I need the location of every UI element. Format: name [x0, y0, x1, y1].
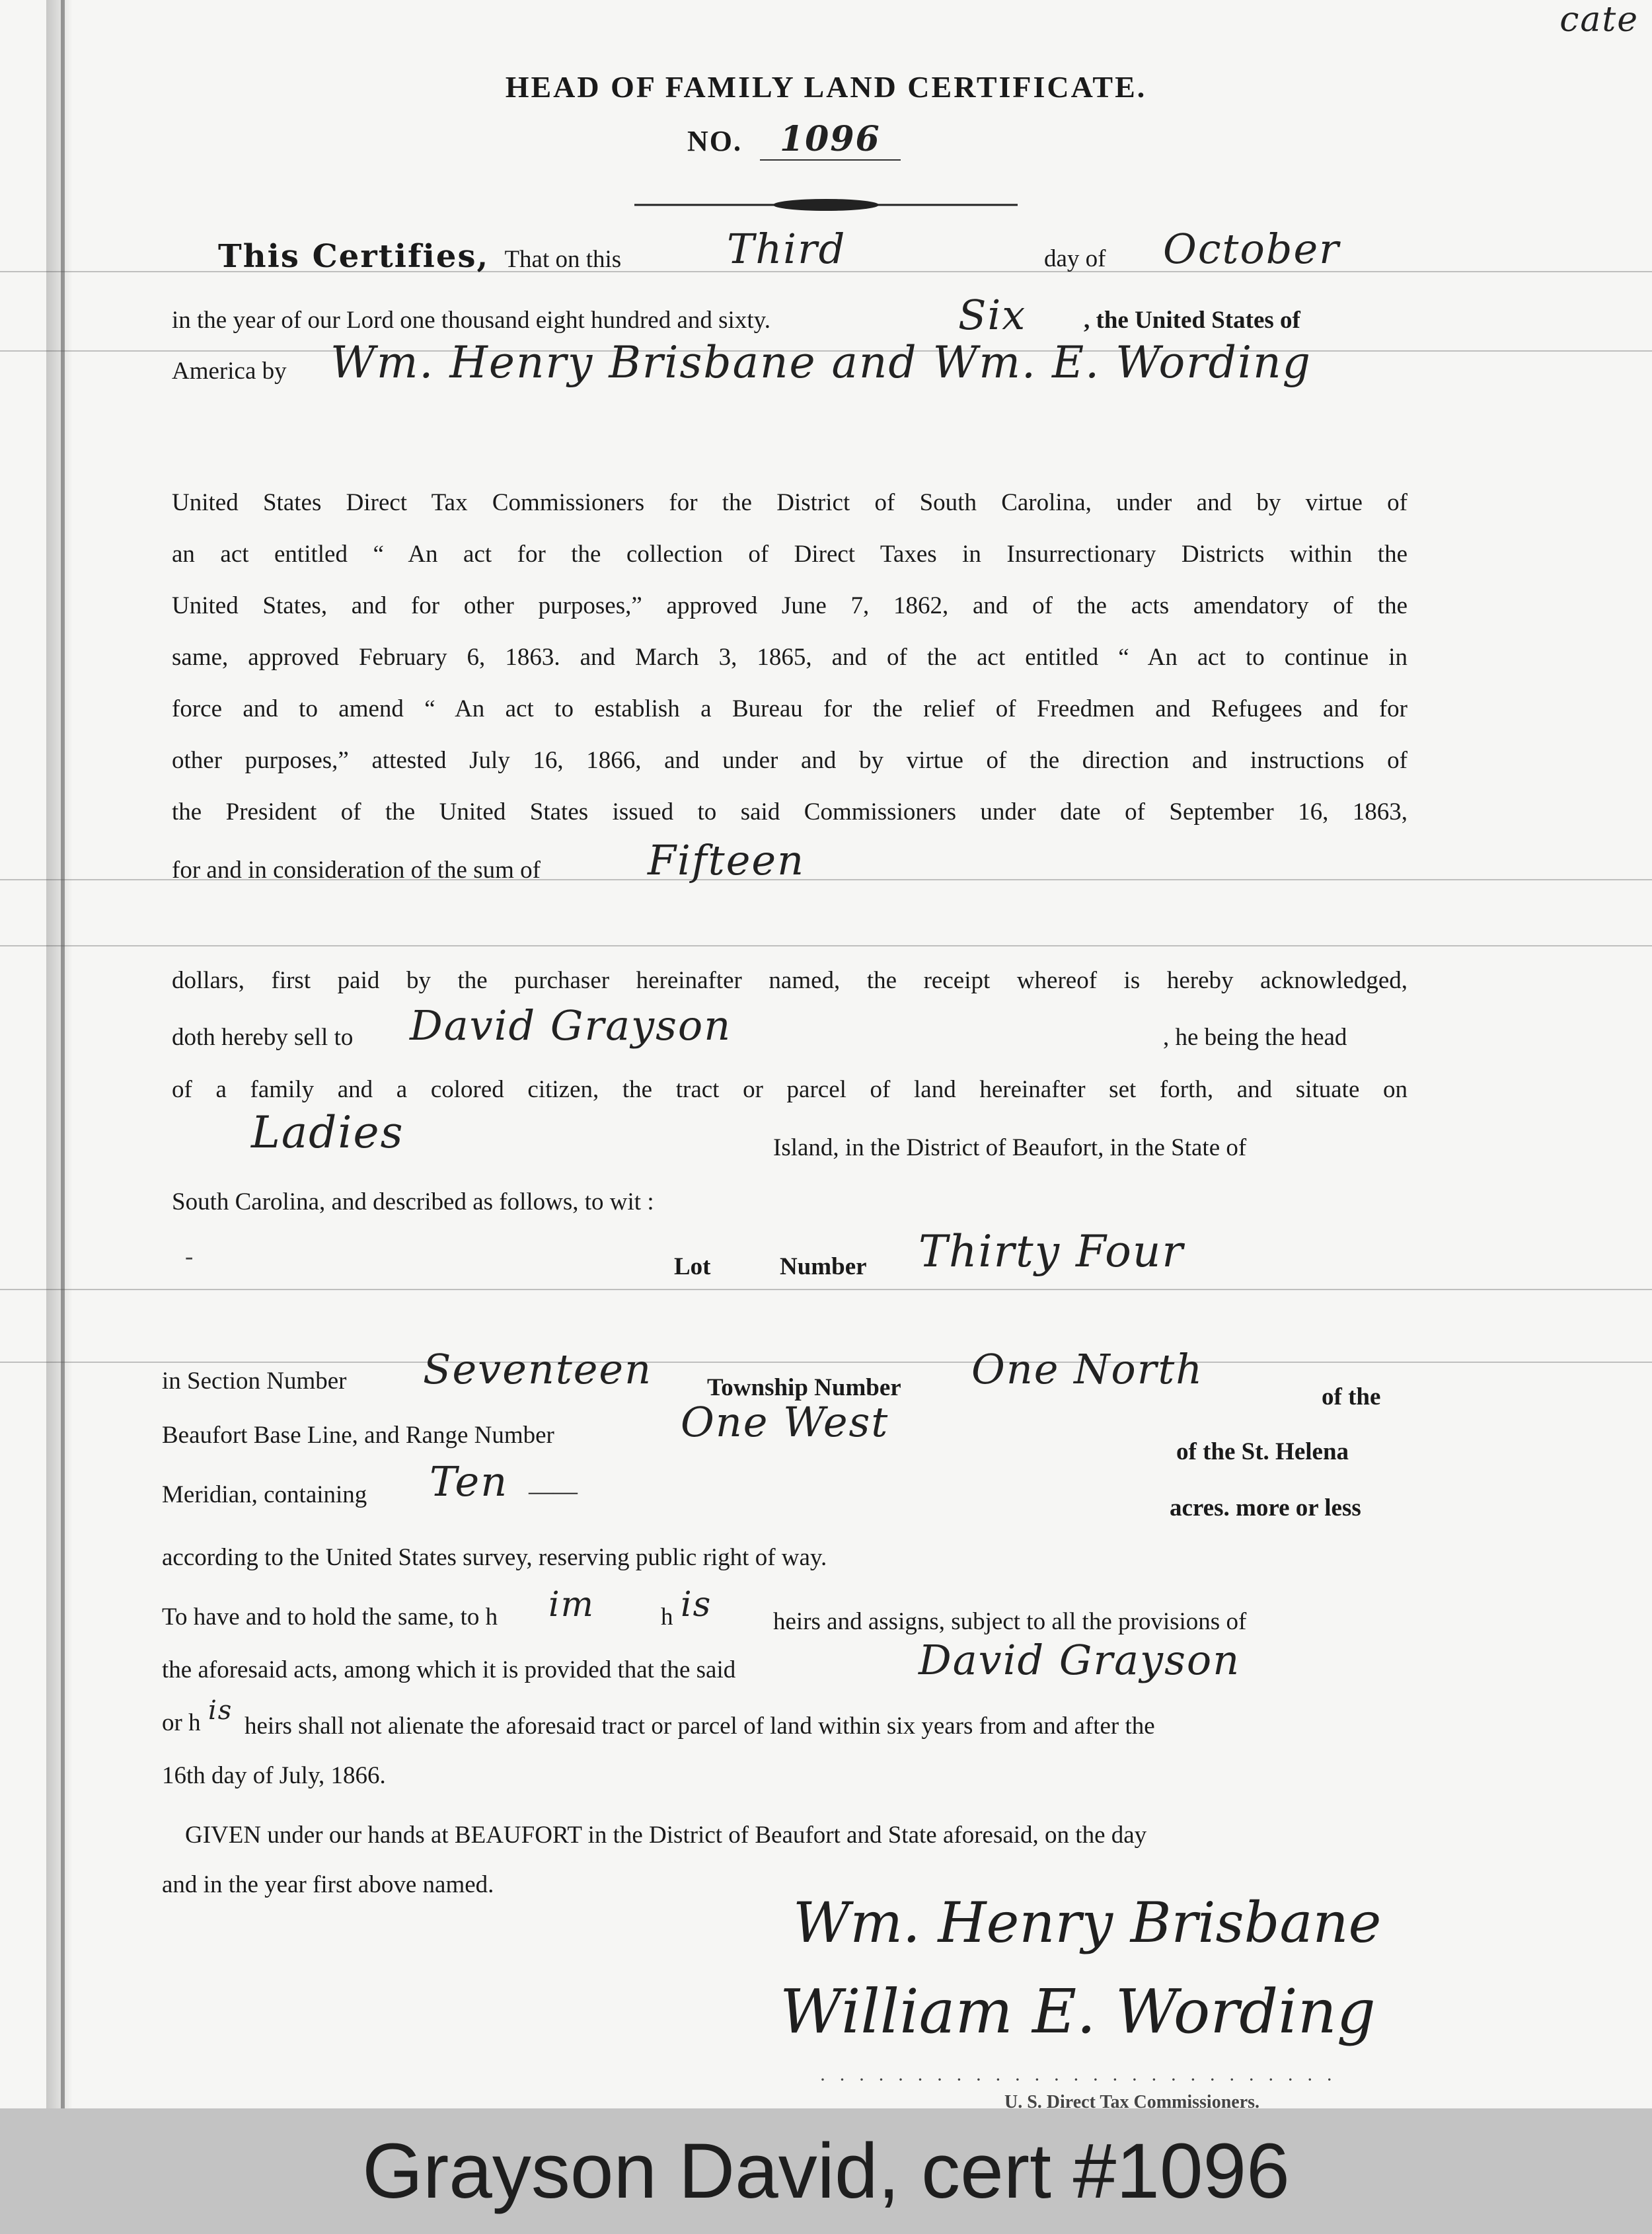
intro-line-1 — [218, 238, 621, 275]
survey-text: according to the United States survey, reserving public right of way. — [162, 1544, 827, 1571]
sale-paragraph — [172, 955, 1408, 1007]
body-paragraph — [172, 477, 1408, 838]
signature-line: · · · · · · · · · · · · · · · · · · · · · · · · · · · — [819, 2069, 1337, 2091]
body-line: United States, and for other purposes,” approved June 7, 1862, and of the acts amendatory of the — [172, 592, 1408, 619]
aforesaid-text: the aforesaid acts, among which it is provided that the said — [162, 1656, 736, 1683]
july-text: 16th day of July, 1866. — [162, 1762, 386, 1789]
intro-text: That on this — [504, 246, 622, 273]
sum-written: Fifteen — [648, 836, 806, 884]
head-text: , he being the head — [1163, 1024, 1347, 1051]
body-line: other purposes,” attested July 16, 1866, and under and by virtue of the direction and instructions of — [172, 747, 1408, 774]
day-of-text: day of — [1044, 245, 1106, 272]
of-the-text: of the — [1322, 1383, 1381, 1410]
corner-note: cate — [1559, 0, 1639, 40]
or-h-text: or h — [162, 1709, 201, 1736]
purchaser-written: David Grayson — [410, 1001, 732, 1050]
certificate-number-row — [687, 119, 901, 159]
meridian-text: Meridian, containing — [162, 1481, 367, 1508]
ruled-line — [0, 1362, 1652, 1363]
given-text-2: and in the year first above named. — [162, 1871, 494, 1898]
commissioners-label: U. S. Direct Tax Commissioners. — [1004, 2092, 1260, 2108]
body-line: United States Direct Tax Commissioners for the District of South Carolina, under and by virtue of — [172, 489, 1408, 516]
ruled-line — [0, 945, 1652, 946]
number-label: NO. — [687, 125, 742, 157]
body-line: an act entitled “ An act for the collection of Direct Taxes in Insurrectionary Districts within the — [172, 541, 1408, 568]
have-hold-text: To have and to hold the same, to h — [162, 1603, 498, 1631]
sale-line-3: of a family and a colored citizen, the tract or parcel of land hereinafter set forth, and situate on — [172, 1076, 1408, 1103]
acres-dash: —— — [529, 1478, 578, 1505]
certificate-number: 1096 — [760, 119, 901, 161]
island-written: Ladies — [251, 1107, 404, 1158]
st-helena-text: of the St. Helena — [1176, 1438, 1349, 1465]
his2-written: is — [208, 1695, 233, 1726]
body-line: the President of the United States issued to said Commissioners under date of September 16, 1863, — [172, 798, 1408, 826]
township-text: Township Number — [707, 1374, 901, 1401]
body-line: same, approved February 6, 1863. and March 3, 1865, and of the act entitled “ An act to continue in — [172, 644, 1408, 671]
month-written: October — [1163, 225, 1340, 273]
ruled-line — [0, 1289, 1652, 1290]
h-text: h — [661, 1603, 673, 1631]
this-certifies: This Certifies, — [218, 238, 490, 275]
section-text: in Section Number — [162, 1367, 347, 1395]
him-written: im — [548, 1585, 595, 1625]
sale-line-1: dollars, first paid by the purchaser hereinafter named, the receipt whereof is hereby acknowledged, — [172, 967, 1408, 994]
lot-written: Thirty Four — [919, 1226, 1184, 1277]
ornament-divider — [634, 192, 1018, 218]
given-text: GIVEN under our hands at BEAUFORT in the District of Beaufort and State aforesaid, on the day — [185, 1822, 1147, 1849]
range-written: One West — [681, 1398, 889, 1446]
name-written: David Grayson — [919, 1636, 1241, 1684]
number-label-lot: Number — [780, 1253, 867, 1280]
certificate-title: HEAD OF FAMILY LAND CERTIFICATE. — [505, 70, 1147, 104]
signature-brisbane: Wm. Henry Brisbane — [793, 1890, 1382, 1955]
township-written: One North — [971, 1345, 1204, 1393]
day-written: Third — [727, 225, 846, 273]
island-text: Island, in the District of Beaufort, in the State of — [773, 1134, 1247, 1161]
america-by-text: America by — [172, 358, 287, 385]
body-line: force and to amend “ An act to establish a Bureau for the relief of Freedmen and Refugees and for — [172, 695, 1408, 722]
consideration-text: for and in consideration of the sum of — [172, 857, 541, 884]
section-written: Seventeen — [423, 1345, 653, 1393]
lot-leader: - — [185, 1243, 198, 1270]
commissioners-written: Wm. Henry Brisbane and Wm. E. Wording — [330, 337, 1312, 388]
acres-text: acres. more or less — [1170, 1494, 1361, 1521]
range-text: Beaufort Base Line, and Range Number — [162, 1422, 554, 1449]
lot-label: Lot — [674, 1253, 711, 1280]
year-written: Six — [958, 291, 1027, 339]
his-written: is — [681, 1585, 712, 1625]
united-states-text: , the United States of — [1084, 307, 1300, 334]
sell-to-text: doth hereby sell to — [172, 1024, 354, 1051]
acres-written: Ten — [430, 1457, 509, 1506]
described-text: South Carolina, and described as follows, to wit : — [172, 1188, 654, 1215]
year-text: in the year of our Lord one thousand eight hundred and sixty. — [172, 307, 770, 334]
alienate-text: heirs shall not alienate the aforesaid tract or parcel of land within six years from and after the — [244, 1713, 1155, 1740]
heirs-assigns-text: heirs and assigns, subject to all the provisions of — [773, 1608, 1247, 1635]
signature-wording: William E. Wording — [780, 1976, 1376, 2047]
image-caption: Grayson David, cert #1096 — [0, 2108, 1652, 2234]
